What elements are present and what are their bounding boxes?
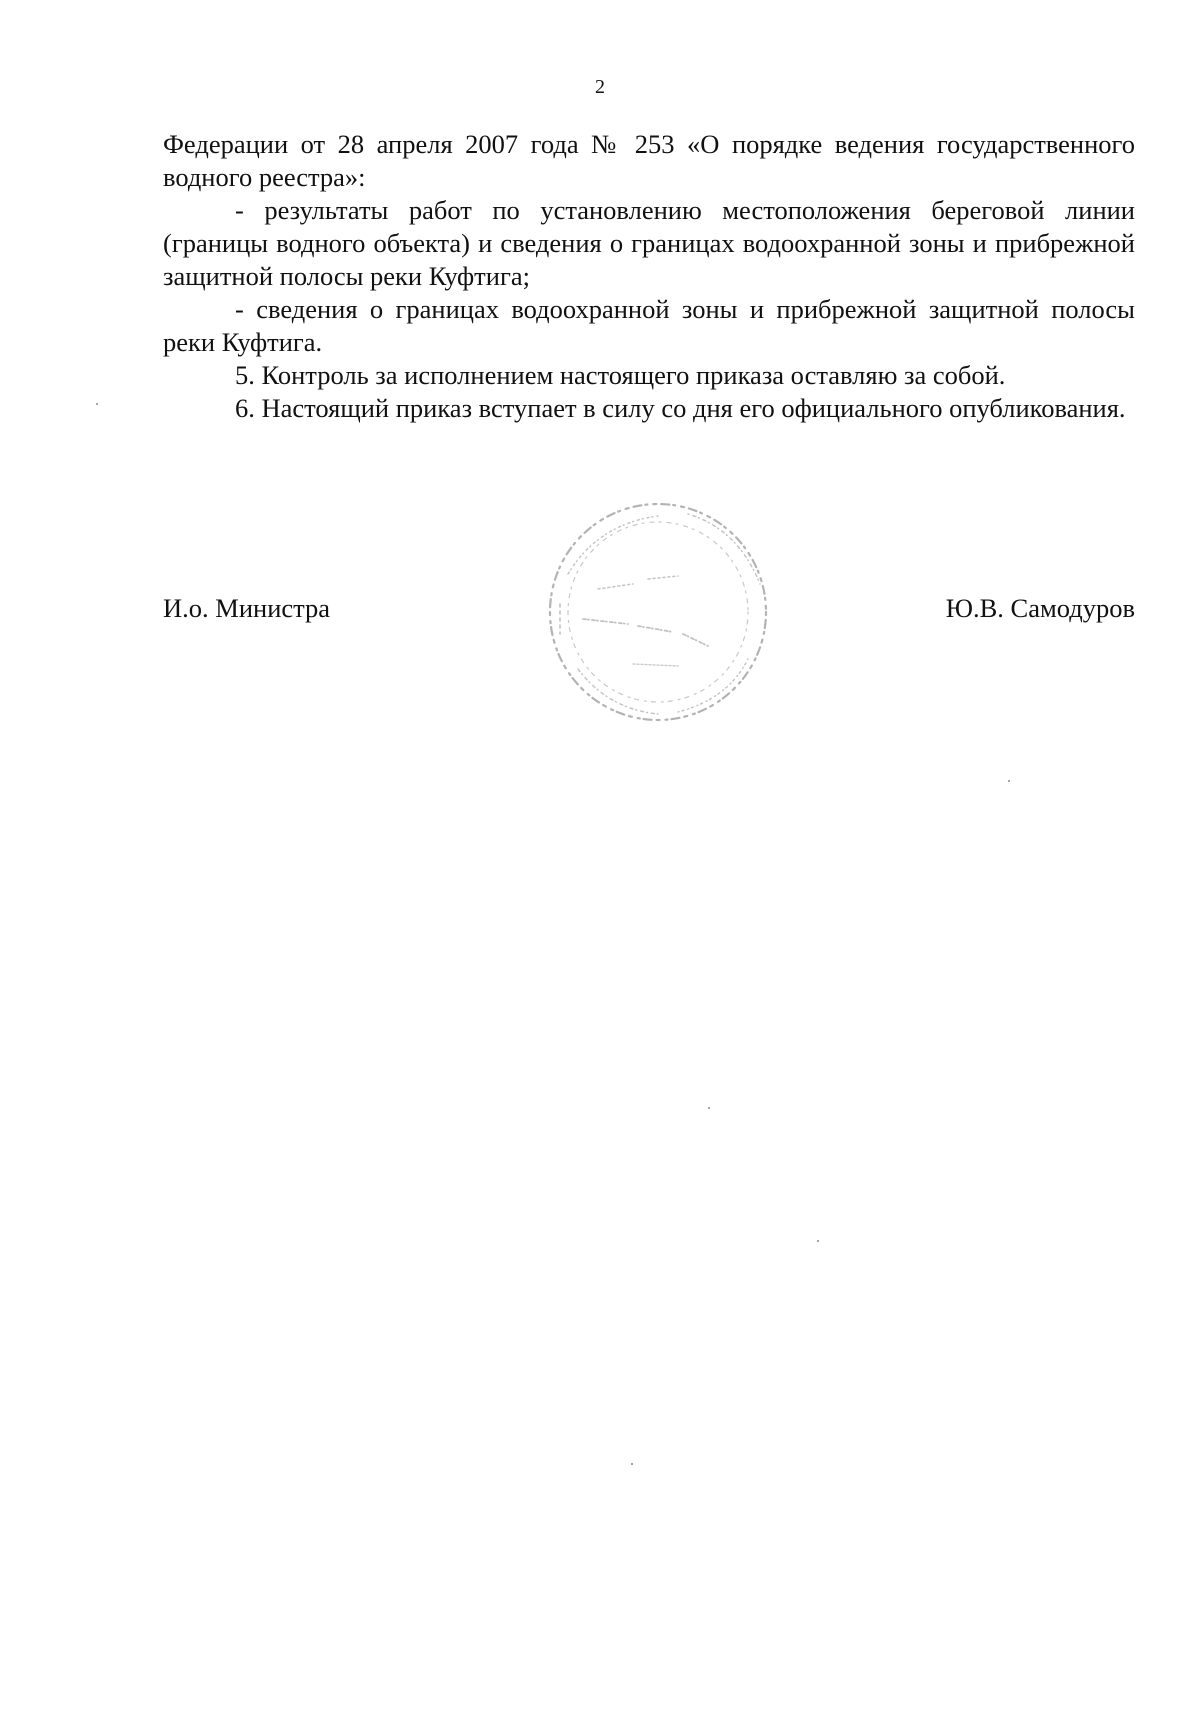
paragraph-2: - результаты работ по установлению местоположения береговой линии (границы водного объекта) и сведения о границах водоохранной зоны и прибрежной защитной полосы реки Куфтига; <box>163 195 1135 291</box>
seal-stamp-icon <box>538 494 778 730</box>
paragraph-4: 5. Контроль за исполнением настоящего приказа оставляю за собой. <box>235 360 1006 390</box>
signatory-title: И.о. Министра <box>163 593 331 623</box>
paragraph-5: 6. Настоящий приказ вступает в силу со дня его официального опубликования. <box>235 393 1126 423</box>
scan-speck <box>708 1107 710 1109</box>
paragraph-1: Федерации от 28 апреля 2007 года № 253 «О порядке ведения государственного водного реестра»: <box>163 129 1135 192</box>
document-body <box>163 128 1135 425</box>
scan-speck <box>96 403 98 405</box>
scan-speck <box>1008 780 1010 782</box>
page-number: 2 <box>595 76 605 98</box>
scan-speck <box>631 1463 633 1465</box>
paragraph-3: - сведения о границах водоохранной зоны и прибрежной защитной полосы реки Куфтига. <box>163 294 1135 357</box>
scan-speck <box>817 1240 819 1242</box>
signatory-name: Ю.В. Самодуров <box>945 593 1135 623</box>
